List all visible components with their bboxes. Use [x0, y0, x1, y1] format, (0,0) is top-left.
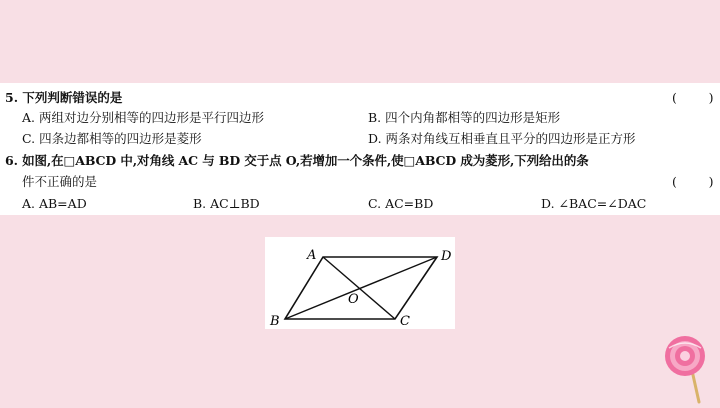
q5-option-a: A. 两组对边分别相等的四边形是平行四边形 — [22, 110, 264, 125]
q5-option-d: D. 两条对角线互相垂直且平分的四边形是正方形 — [368, 131, 636, 146]
q6-option-c: C. AC=BD — [368, 196, 434, 211]
label-o: O — [348, 292, 359, 307]
q5-answer-paren: ( ) — [672, 90, 714, 105]
q5-option-c: C. 四条边都相等的四边形是菱形 — [22, 131, 202, 146]
q6-stem-line1: 6. 如图,在□ABCD 中,对角线 AC 与 BD 交于点 O,若增加一个条件,使□ABCD 成为菱形,下列给出的条 — [5, 153, 589, 168]
q6-option-a: A. AB=AD — [22, 196, 87, 211]
q6-stem-line2: 件不正确的是 — [22, 174, 98, 189]
diagonal-bd — [285, 257, 437, 319]
label-d: D — [441, 249, 452, 264]
q5-stem: 5. 下列判断错误的是 — [5, 90, 123, 105]
q5-option-b: B. 四个内角都相等的四边形是矩形 — [368, 110, 561, 125]
q6-option-d: D. ∠BAC=∠DAC — [541, 196, 647, 211]
label-a: A — [307, 248, 317, 263]
lollipop-decoration-icon — [655, 334, 715, 404]
diagonal-ac — [323, 257, 395, 319]
label-c: C — [400, 314, 410, 329]
label-b: B — [270, 314, 280, 329]
parallelogram-figure — [265, 237, 455, 329]
q6-answer-paren: ( ) — [672, 174, 714, 189]
q6-option-b: B. AC⊥BD — [193, 196, 260, 211]
